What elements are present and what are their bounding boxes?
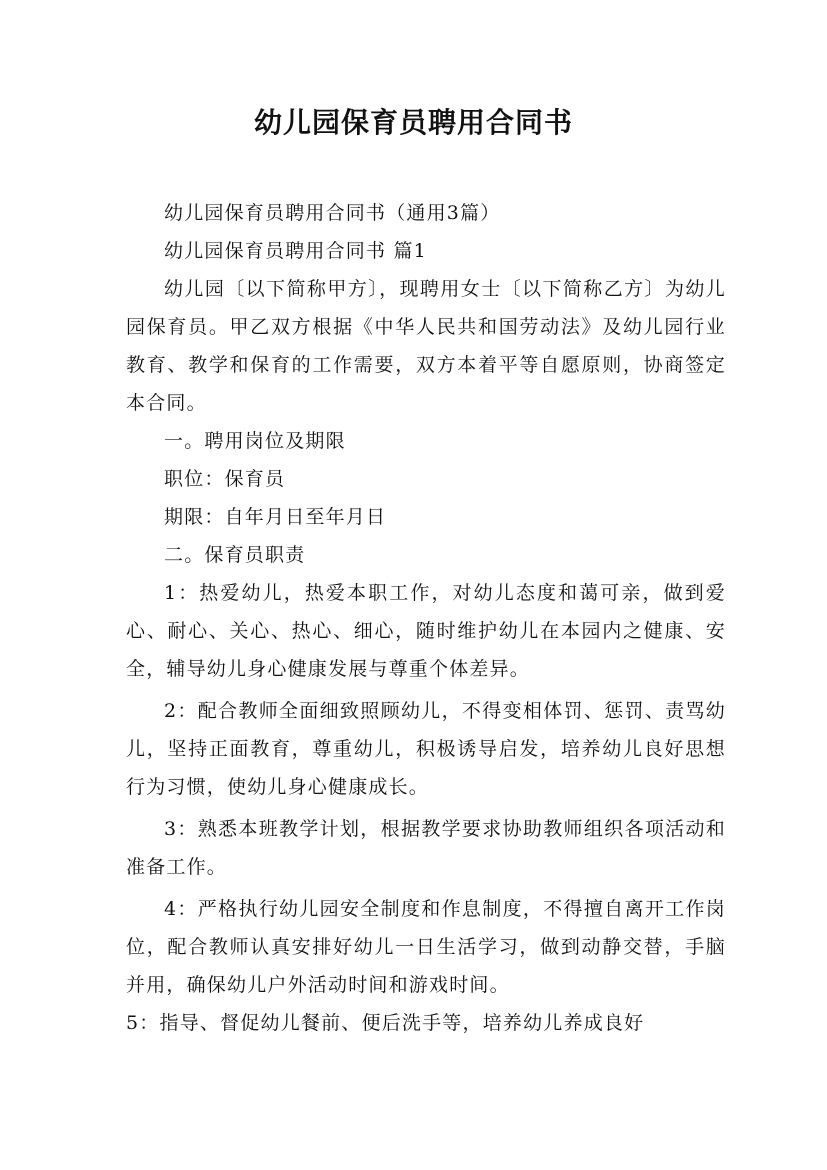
document-body xyxy=(126,194,726,1042)
duty-item-4: 4：严格执行幼儿园安全制度和作息制度，不得擅自离开工作岗位，配合教师认真安排好幼儿一日生活学习，做到动静交替，手脑并用，确保幼儿户外活动时间和游戏时间。 xyxy=(126,898,726,996)
clause-heading-1: 一。聘用岗位及期限 xyxy=(164,430,346,452)
position-line: 职位：保育员 xyxy=(164,468,286,490)
duty-item-2: 2：配合教师全面细致照顾幼儿，不得变相体罚、惩罚、责骂幼儿，坚持正面教育，尊重幼儿，积极诱导启发，培养幼儿良好思想行为习惯，使幼儿身心健康成长。 xyxy=(126,700,726,798)
clause-heading-2: 二。保育员职责 xyxy=(164,544,306,566)
duty-item-5: 5：指导、督促幼儿餐前、便后洗手等，培养幼儿养成良好 xyxy=(126,1012,645,1034)
section-heading: 幼儿园保育员聘用合同书 篇1 xyxy=(164,240,427,262)
document-title: 幼儿园保育员聘用合同书 xyxy=(253,106,573,139)
duty-item-3: 3：熟悉本班教学计划，根据教学要求协助教师组织各项活动和准备工作。 xyxy=(126,818,726,878)
duty-item-1: 1：热爱幼儿，热爱本职工作，对幼儿态度和蔼可亲，做到爱心、耐心、关心、热心、细心，随时维护幼儿在本园内之健康、安全，辅导幼儿身心健康发展与尊重个体差异。 xyxy=(126,582,726,680)
term-line: 期限：自年月日至年月日 xyxy=(164,506,387,528)
subtitle-paragraph: 幼儿园保育员聘用合同书（通用3篇） xyxy=(164,202,501,224)
intro-paragraph: 幼儿园〔以下简称甲方〕，现聘用女士〔以下简称乙方〕为幼儿园保育员。甲乙双方根据《中华人民共和国劳动法》及幼儿园行业教育、教学和保育的工作需要，双方本着平等自愿原则，协商签定本合同。 xyxy=(126,278,726,414)
